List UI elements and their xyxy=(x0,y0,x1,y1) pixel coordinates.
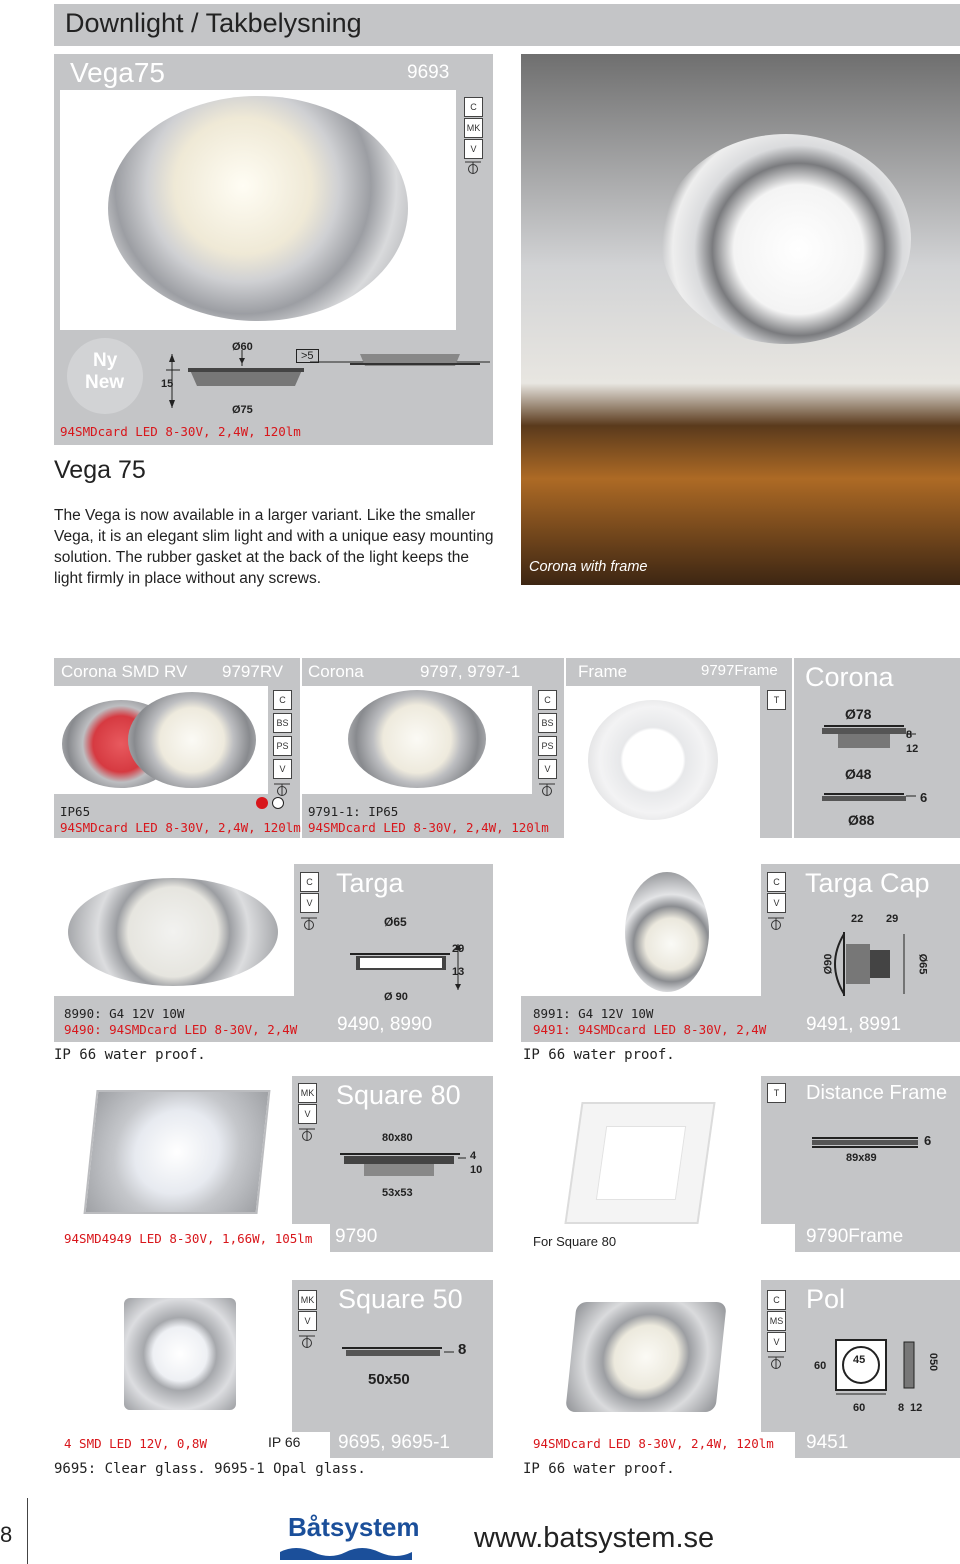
targa-cert-v: V xyxy=(300,893,319,913)
pol-cert-ms: MS xyxy=(767,1311,786,1331)
vega-dim-h15: 15 xyxy=(161,378,174,390)
targa-cap-cert-c: C xyxy=(767,872,786,892)
pol-name: Pol xyxy=(806,1284,846,1314)
square50-note: 9695: Clear glass. 9695-1 Opal glass. xyxy=(54,1461,366,1477)
corona-rv-red-dot xyxy=(256,797,268,809)
pol-dimension-drawing xyxy=(820,1336,940,1396)
targa-earth-icon xyxy=(299,916,319,930)
page-title: Downlight / Takbelysning xyxy=(65,8,362,38)
corona-dim-d78: Ø78 xyxy=(845,706,872,722)
vega-code: 9693 xyxy=(407,62,450,83)
distance-frame-dim-size: 89x89 xyxy=(846,1152,877,1164)
pol-dim-b12: 12 xyxy=(910,1402,923,1414)
corona-dim-title: Corona xyxy=(805,662,894,692)
brand-logo: Båtsystem xyxy=(288,1512,420,1542)
distance-frame-photo-area xyxy=(521,1076,761,1224)
square50-dim-h8: 8 xyxy=(458,1341,467,1358)
corona-frame-photo xyxy=(521,54,960,585)
targa-cert-c: C xyxy=(300,872,319,892)
pol-cert-c: C xyxy=(767,1290,786,1310)
corona-rv-photo-area xyxy=(54,686,268,794)
square80-dim-outer: 80x80 xyxy=(382,1132,413,1144)
square80-dimension-drawing xyxy=(330,1140,483,1190)
square80-name: Square 80 xyxy=(336,1080,461,1110)
vega-badge-new: New xyxy=(85,372,125,393)
square50-codes: 9695, 9695-1 xyxy=(338,1432,450,1453)
square80-cert-mk: MK xyxy=(298,1083,317,1103)
vega-cert-earth-icon xyxy=(463,160,483,174)
corona-rv-code: 9797RV xyxy=(222,662,284,681)
vega-description: The Vega is now available in a larger variant. Like the smaller Vega, it is an elegant slim light and with a unique easy mounting solution. The rubber gasket at the back of the light keeps the light firmly in place without any screws. xyxy=(54,507,494,587)
targa-cap-earth-icon xyxy=(766,916,786,930)
square50-name: Square 50 xyxy=(338,1284,463,1314)
targa-cap-spec1: 8991: G4 12V 10W xyxy=(533,1006,654,1021)
corona-frame-caption: Corona with frame xyxy=(529,559,648,575)
vega-spec: 94SMDcard LED 8-30V, 2,4W, 120lm xyxy=(60,424,301,439)
corona-earth-icon xyxy=(537,782,557,796)
targa-cap-dim-w29: 29 xyxy=(886,913,899,925)
square80-dim-h10: 10 xyxy=(470,1164,483,1176)
corona-rv-ip: IP65 xyxy=(60,804,91,819)
square50-earth-icon xyxy=(297,1334,317,1348)
square80-spec: 94SMD4949 LED 8-30V, 1,66W, 105lm xyxy=(64,1231,313,1246)
square50-dim-size: 50x50 xyxy=(368,1371,410,1388)
corona-ip: 9791-1: IP65 xyxy=(308,804,399,819)
corona-dim-h12: 12 xyxy=(906,743,919,755)
corona-dimension-drawing xyxy=(794,686,960,838)
page-number: 8 xyxy=(0,1522,13,1547)
square80-dim-inner: 53x53 xyxy=(382,1187,413,1199)
square80-cert-v: V xyxy=(298,1104,317,1124)
targa-spec1: 8990: G4 12V 10W xyxy=(64,1006,185,1021)
distance-frame-cert-t: T xyxy=(767,1083,786,1103)
targa-name: Targa xyxy=(336,868,404,898)
square80-lamp xyxy=(83,1090,270,1214)
vega-photo-area xyxy=(60,90,456,330)
pol-dim-w60: 60 xyxy=(814,1360,827,1372)
distance-frame-photo xyxy=(564,1102,715,1224)
targa-cap-codes: 9491, 8991 xyxy=(806,1014,902,1035)
targa-lamp xyxy=(68,878,278,986)
square80-dim-h4: 4 xyxy=(470,1150,477,1162)
targa-cap-dim-d65: Ø65 xyxy=(916,953,929,975)
square50-lamp xyxy=(124,1298,236,1410)
targa-dim-h29: 29 xyxy=(452,943,465,955)
targa-dim-h13: 13 xyxy=(452,966,465,978)
corona-rv-white-lamp xyxy=(128,692,256,788)
square80-code: 9790 xyxy=(335,1226,378,1247)
square50-photo-area xyxy=(54,1280,292,1432)
corona-code: 9797, 9797-1 xyxy=(420,662,521,681)
square50-dimension-drawing xyxy=(336,1336,466,1376)
vega-cert-v: V xyxy=(464,139,483,159)
website-url[interactable]: www.batsystem.se xyxy=(474,1522,715,1554)
frame-cert-t: T xyxy=(767,690,786,710)
corona-photo-area xyxy=(302,686,532,794)
pol-earth-icon xyxy=(766,1355,786,1369)
corona-dim-h6: 6 xyxy=(920,790,928,805)
corona-spec: 94SMDcard LED 8-30V, 2,4W, 120lm xyxy=(308,820,549,835)
distance-frame-name: Distance Frame xyxy=(806,1082,948,1104)
targa-photo-area xyxy=(54,864,294,996)
frame-photo-area xyxy=(566,686,760,838)
targa-cap-dim-w22: 22 xyxy=(851,913,864,925)
pol-dim-d50: 050 xyxy=(927,1352,940,1372)
targa-dimension-drawing xyxy=(330,930,480,1000)
targa-cap-lamp xyxy=(625,872,709,992)
corona-frame-lamp xyxy=(661,134,911,344)
vega-dim-d60: Ø60 xyxy=(232,341,253,353)
vega-cert-c: C xyxy=(464,97,483,117)
frame-code: 9797Frame xyxy=(701,662,778,679)
vega-dim-d75: Ø75 xyxy=(232,404,253,416)
corona-rv-white-dot xyxy=(272,797,284,809)
pol-photo-area xyxy=(521,1280,761,1432)
square50-cert-v: V xyxy=(298,1311,317,1331)
corona-cert-bs: BS xyxy=(538,713,557,733)
frame-name: Frame xyxy=(578,662,628,681)
frame-ring xyxy=(588,700,718,820)
vega-cert-mk: MK xyxy=(464,118,483,138)
targa-cap-dim-d90: Ø90 xyxy=(822,953,835,975)
targa-cap-spec2: 9491: 94SMDcard LED 8-30V, 2,4W xyxy=(533,1022,767,1037)
distance-frame-note: For Square 80 xyxy=(533,1234,617,1249)
corona-dim-d88: Ø88 xyxy=(848,812,875,828)
targa-cap-cert-v: V xyxy=(767,893,786,913)
square50-spec: 4 SMD LED 12V, 0,8W xyxy=(64,1436,207,1451)
square50-cert-mk: MK xyxy=(298,1290,317,1310)
pol-ip: IP 66 water proof. xyxy=(523,1461,675,1477)
targa-codes: 9490, 8990 xyxy=(337,1014,433,1035)
targa-cap-ip: IP 66 water proof. xyxy=(523,1047,675,1063)
targa-spec2: 9490: 94SMDcard LED 8-30V, 2,4W xyxy=(64,1022,298,1037)
vega-dimension-drawing xyxy=(150,340,490,420)
corona-cert-v: V xyxy=(538,759,557,779)
targa-cap-photo-area xyxy=(521,864,761,996)
square80-photo-area xyxy=(54,1076,292,1224)
pol-lamp xyxy=(565,1302,727,1412)
square50-ip: IP 66 xyxy=(268,1434,301,1450)
pol-dim-h60: 60 xyxy=(853,1402,866,1414)
vega-heading: Vega 75 xyxy=(54,456,146,484)
corona-rv-cert-c: C xyxy=(273,690,292,710)
corona-cert-c: C xyxy=(538,690,557,710)
vega-dim-gt5: >5 xyxy=(296,349,319,363)
corona-rv-cert-v: V xyxy=(273,759,292,779)
targa-ip: IP 66 water proof. xyxy=(54,1047,206,1063)
distance-frame-hole xyxy=(596,1126,686,1200)
targa-dim-d65: Ø65 xyxy=(384,915,407,929)
corona-rv-cert-ps: PS xyxy=(273,736,292,756)
pol-dim-b8: 8 xyxy=(898,1402,905,1414)
vega-lamp-photo xyxy=(108,96,408,321)
corona-dim-h8: 8 xyxy=(906,729,913,741)
corona-rv-cert-bs: BS xyxy=(273,713,292,733)
square80-earth-icon xyxy=(297,1127,317,1141)
pol-spec: 94SMDcard LED 8-30V, 2,4W, 120lm xyxy=(533,1436,774,1451)
pol-code: 9451 xyxy=(806,1432,849,1453)
distance-frame-dim-h6: 6 xyxy=(924,1133,932,1148)
corona-name: Corona xyxy=(308,662,364,681)
brand-logo-wave-icon xyxy=(280,1542,412,1560)
distance-frame-code: 9790Frame xyxy=(806,1226,904,1247)
targa-cap-name: Targa Cap xyxy=(805,868,930,898)
pol-dim-w45: 45 xyxy=(853,1354,866,1366)
corona-rv-spec: 94SMDcard LED 8-30V, 2,4W, 120lm xyxy=(60,820,301,835)
corona-lamp xyxy=(348,690,486,788)
corona-rv-earth-icon xyxy=(272,782,292,796)
pol-cert-v: V xyxy=(767,1332,786,1352)
vega-badge-ny: Ny xyxy=(93,350,118,371)
corona-cert-ps: PS xyxy=(538,736,557,756)
vega-name: Vega75 xyxy=(70,57,165,88)
corona-rv-name: Corona SMD RV xyxy=(61,662,188,681)
corona-dim-d48: Ø48 xyxy=(845,766,872,782)
footer-divider xyxy=(27,1498,28,1564)
targa-dim-d90: Ø 90 xyxy=(384,991,408,1003)
